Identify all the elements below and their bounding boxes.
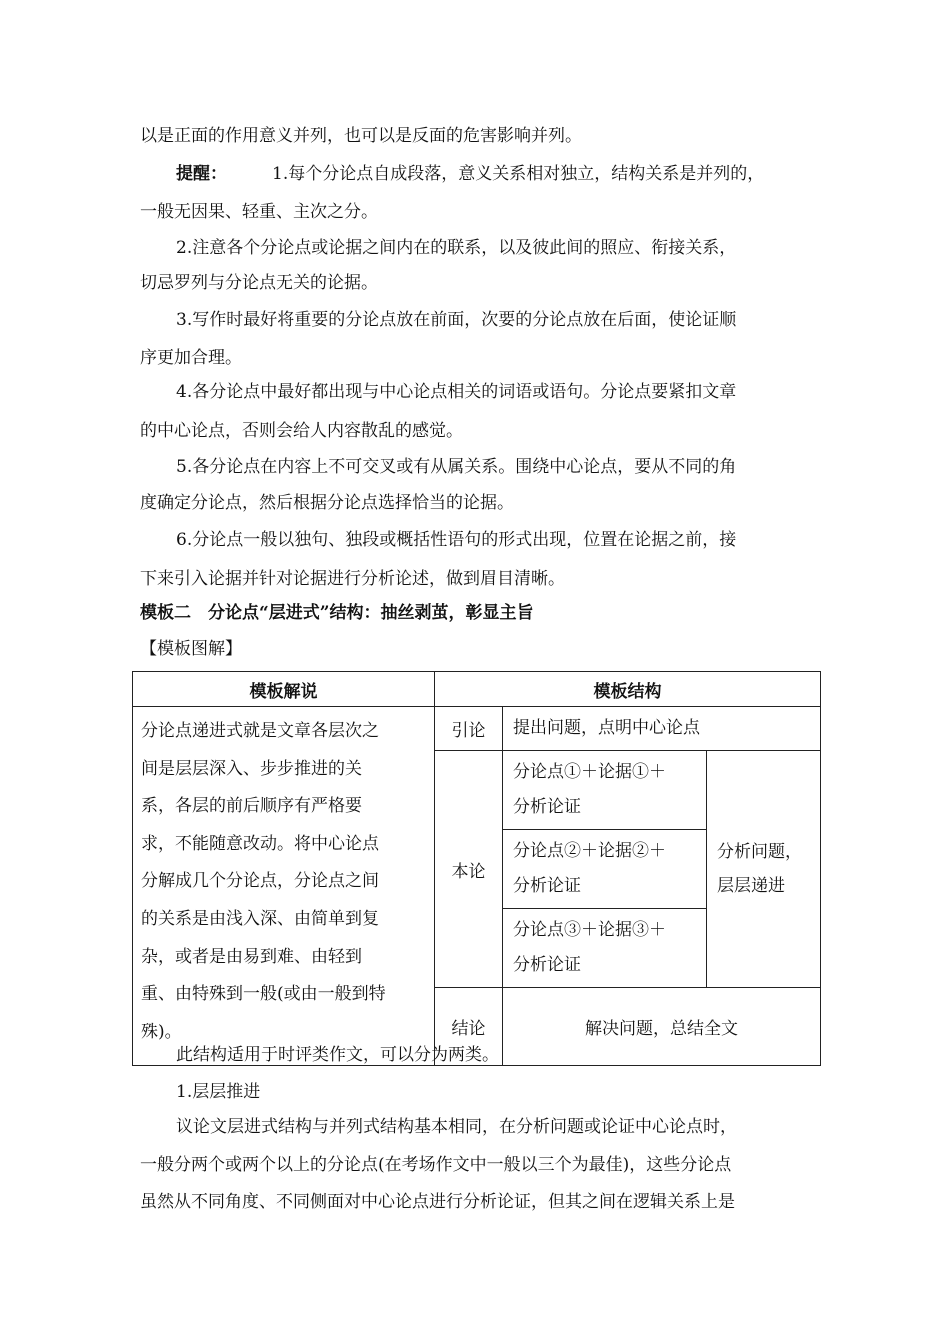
tip-item-2-line-2: 切忌罗列与分论点无关的论据。 [140, 273, 378, 293]
body-side-note [707, 751, 821, 988]
body-side-line-1: 分析问题， [717, 842, 802, 862]
body-row-3 [503, 909, 707, 988]
explanation-line: 求，不能随意改动。将中心论点 [141, 833, 379, 854]
body-row-1-line-2: 分析论证 [513, 797, 581, 817]
body-row-3-line-1: 分论点③＋论据③＋ [513, 920, 666, 940]
diagram-label: 【模板图解】 [140, 639, 242, 659]
explanation-line: 分论点递进式就是文章各层次之 [141, 721, 379, 741]
tip-item-3-line-1: 3.写作时最好将重要的分论点放在前面，次要的分论点放在后面，使论证顺 [176, 310, 737, 330]
tip-item-6-line-2: 下来引入论据并针对论据进行分析论述，做到眉目清晰。 [140, 569, 565, 589]
conclusion-text: 解决问题，总结全文 [503, 988, 821, 1066]
body-row-2-line-2: 分析论证 [513, 876, 581, 896]
tip-label: 提醒： [176, 164, 227, 184]
intro-text: 提出问题，点明中心论点 [503, 707, 821, 751]
tip-item-6-line-1: 6.分论点一般以独句、独段或概括性语句的形式出现，位置在论据之前，接 [176, 530, 737, 550]
tip-item-4-line-2: 的中心论点，否则会给人内容散乱的感觉。 [140, 421, 463, 441]
paragraph-line: 议论文层进式结构与并列式结构基本相同，在分析问题或论证中心论点时， [176, 1117, 737, 1137]
explanation-line: 殊)。 [141, 1021, 182, 1042]
tip-item-1-line-2: 一般无因果、轻重、主次之分。 [140, 202, 378, 222]
explanation-line: 的关系是由浅入深、由简单到复 [141, 908, 379, 929]
section-heading: 模板二 分论点“层进式”结构：抽丝剥茧，彰显主旨 [140, 603, 534, 623]
usage-note: 此结构适用于时评类作文，可以分为两类。 [176, 1045, 499, 1065]
body-side-line-2: 层层递进 [717, 876, 785, 896]
sub-heading: 1.层层推进 [176, 1082, 261, 1102]
explanation-line: 系，各层的前后顺序有严格要 [141, 796, 362, 817]
template-explanation-cell [133, 707, 435, 1066]
paragraph-line: 虽然从不同角度、不同侧面对中心论点进行分析论证，但其之间在逻辑关系上是 [140, 1192, 735, 1212]
body-row-2-line-1: 分论点②＋论据②＋ [513, 841, 666, 861]
paragraph-line: 一般分两个或两个以上的分论点(在考场作文中一般以三个为最佳)，这些分论点 [140, 1155, 732, 1175]
body-row-2 [503, 830, 707, 909]
explanation-line: 分解成几个分论点，分论点之间 [141, 871, 379, 892]
tip-item-3-line-2: 序更加合理。 [140, 348, 242, 368]
paragraph-line: 以是正面的作用意义并列，也可以是反面的危害影响并列。 [140, 126, 582, 146]
conclusion-label: 结论 [435, 988, 503, 1066]
intro-label: 引论 [435, 707, 503, 751]
tip-item-5-line-1: 5.各分论点在内容上不可交叉或有从属关系。围绕中心论点，要从不同的角 [176, 457, 737, 477]
tip-item-4-line-1: 4.各分论点中最好都出现与中心论点相关的词语或语句。分论点要紧扣文章 [176, 382, 737, 402]
explanation-line: 杂，或者是由易到难、由轻到 [141, 946, 362, 967]
body-label: 本论 [435, 751, 503, 988]
tip-item-5-line-2: 度确定分论点，然后根据分论点选择恰当的论据。 [140, 493, 514, 513]
body-row-3-line-2: 分析论证 [513, 955, 581, 975]
body-row-1 [503, 751, 707, 830]
table-header-structure: 模板结构 [435, 672, 821, 707]
tip-item-2-line-1: 2.注意各个分论点或论据之间内在的联系，以及彼此间的照应、衔接关系， [176, 238, 737, 258]
template-table [132, 671, 821, 1066]
explanation-line: 间是层层深入、步步推进的关 [141, 758, 362, 779]
tip-item-1-text: 1.每个分论点自成段落，意义关系相对独立，结构关系是并列的， [272, 164, 765, 184]
body-row-1-line-1: 分论点①＋论据①＋ [513, 762, 666, 782]
table-header-explain: 模板解说 [133, 672, 435, 707]
tip-item-1-line-1 [176, 162, 227, 186]
explanation-line: 重、由特殊到一般(或由一般到特 [141, 984, 386, 1005]
